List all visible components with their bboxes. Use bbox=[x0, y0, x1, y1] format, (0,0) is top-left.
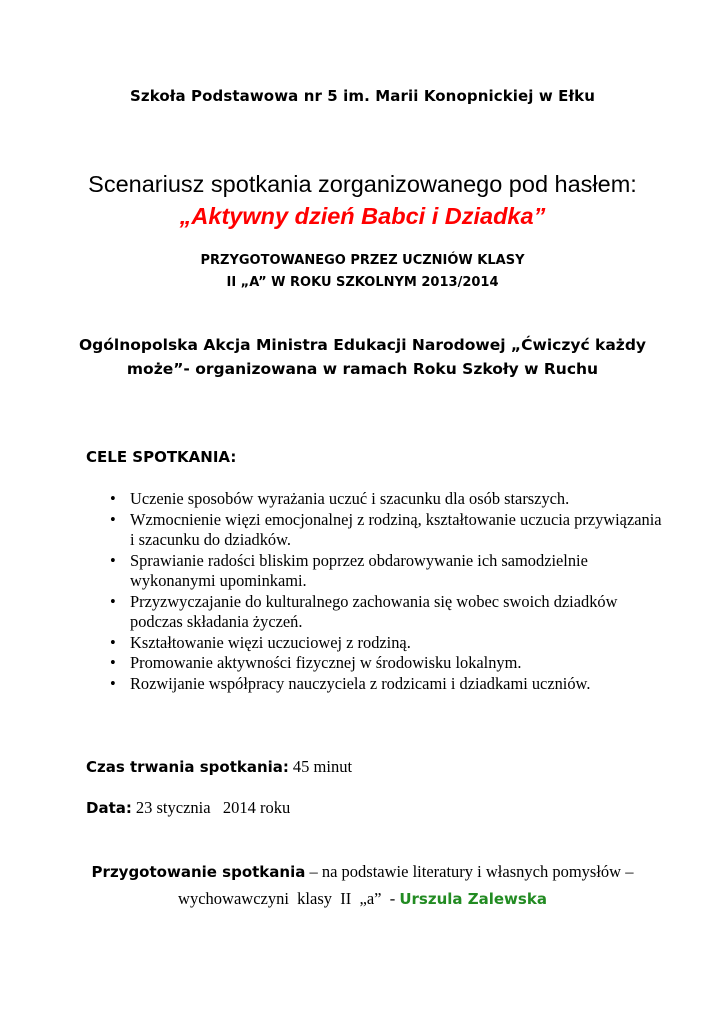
author-name: Urszula Zalewska bbox=[399, 890, 547, 908]
goals-heading: CELE SPOTKANIA: bbox=[86, 448, 237, 466]
prepared-line-1: PRZYGOTOWANEGO PRZEZ UCZNIÓW KLASY bbox=[200, 253, 525, 268]
prepared-line-2: II „A” W ROKU SZKOLNYM 2013/2014 bbox=[226, 275, 499, 290]
preparation-credit bbox=[0, 859, 725, 913]
school-name: Szkoła Podstawowa nr 5 im. Marii Konopnickiej w Ełku bbox=[129, 87, 596, 105]
date-value: 23 stycznia 2014 roku bbox=[135, 798, 291, 817]
preparation-text-2: wychowawczyni klasy II „a” - bbox=[178, 889, 400, 908]
title-line: Scenariusz spotkania zorganizowanego pod hasłem: bbox=[88, 171, 637, 197]
national-action bbox=[0, 333, 725, 381]
preparation-text-1: – na podstawie literatury i własnych pomysłów – bbox=[305, 862, 634, 881]
duration-line bbox=[86, 757, 352, 777]
list-item: • Wzmocnienie więzi emocjonalnej z rodziną, kształtowanie uczucia przywiązania i szacunku do dziadków. bbox=[106, 510, 666, 551]
duration-label: Czas trwania spotkania: bbox=[86, 758, 289, 776]
list-item: • Rozwijanie współpracy nauczyciela z rodzicami i dziadkami uczniów. bbox=[106, 674, 666, 695]
list-item: • Kształtowanie więzi uczuciowej z rodziną. bbox=[106, 633, 666, 654]
duration-value: 45 minut bbox=[292, 757, 353, 776]
list-item: • Uczenie sposobów wyrażania uczuć i szacunku dla osób starszych. bbox=[106, 489, 666, 510]
date-line bbox=[86, 798, 290, 818]
preparation-label: Przygotowanie spotkania bbox=[91, 863, 306, 881]
list-item: • Promowanie aktywności fizycznej w środowisku lokalnym. bbox=[106, 653, 666, 674]
list-item: • Przyzwyczajanie do kulturalnego zachowania się wobec swoich dziadków podczas składania życzeń. bbox=[106, 592, 666, 633]
title-slogan: „Aktywny dzień Babci i Dziadka” bbox=[179, 203, 546, 229]
document-title bbox=[0, 168, 725, 232]
prepared-by-class bbox=[0, 250, 725, 294]
date-label: Data: bbox=[86, 799, 132, 817]
goals-list bbox=[106, 489, 666, 694]
action-line-1: Ogólnopolska Akcja Ministra Edukacji Narodowej „Ćwiczyć każdy bbox=[78, 336, 647, 354]
list-item: • Sprawianie radości bliskim poprzez obdarowywanie ich samodzielnie wykonanymi upominkami. bbox=[106, 551, 666, 592]
action-line-2: może”- organizowana w ramach Roku Szkoły w Ruchu bbox=[126, 360, 599, 378]
